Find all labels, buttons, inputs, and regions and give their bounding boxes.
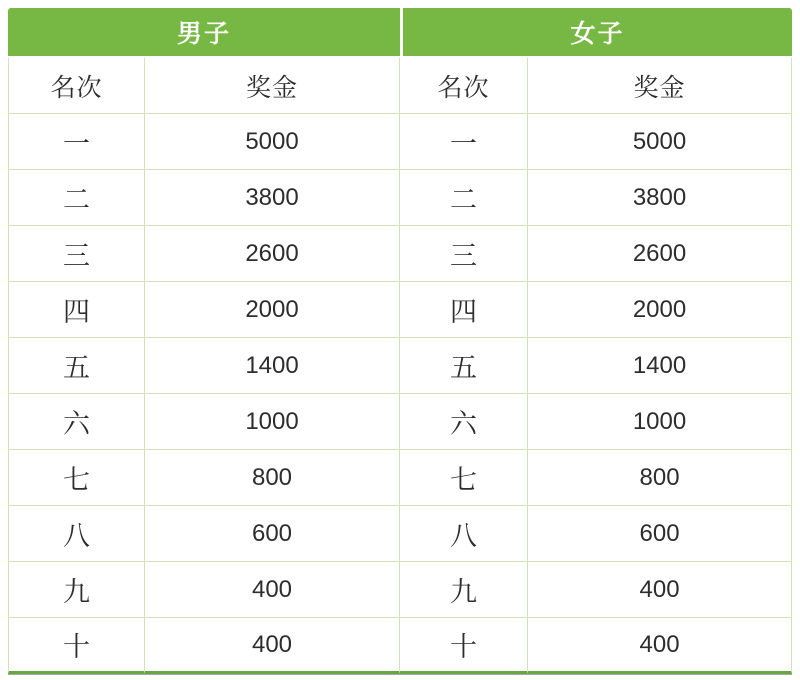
prize-cell-men: 800 [145, 450, 400, 506]
rank-cell-men: 四 [8, 282, 145, 338]
rank-cell-women: 五 [400, 338, 528, 394]
prize-cell-men: 2600 [145, 226, 400, 282]
prize-cell-women: 400 [528, 562, 792, 618]
rank-cell-men: 三 [8, 226, 145, 282]
rank-cell-men: 七 [8, 450, 145, 506]
prize-cell-men: 2000 [145, 282, 400, 338]
table-row [8, 618, 792, 674]
rank-cell-men: 二 [8, 170, 145, 226]
rank-cell-women: 八 [400, 506, 528, 562]
rank-cell-women: 一 [400, 114, 528, 170]
prize-cell-men: 600 [145, 506, 400, 562]
prize-cell-men: 5000 [145, 114, 400, 170]
table-row [8, 506, 792, 562]
table-row [8, 226, 792, 282]
column-header-prize-women: 奖金 [528, 58, 792, 114]
rank-cell-women: 二 [400, 170, 528, 226]
rank-cell-women: 九 [400, 562, 528, 618]
rank-cell-men: 十 [8, 618, 145, 674]
rank-cell-men: 一 [8, 114, 145, 170]
rank-cell-men: 六 [8, 394, 145, 450]
column-header-rank-men: 名次 [8, 58, 145, 114]
table-row [8, 282, 792, 338]
prize-cell-women: 400 [528, 618, 792, 674]
table-row [8, 338, 792, 394]
rank-cell-women: 十 [400, 618, 528, 674]
rank-cell-men: 九 [8, 562, 145, 618]
rank-cell-women: 四 [400, 282, 528, 338]
prize-cell-women: 5000 [528, 114, 792, 170]
column-header-rank-women: 名次 [400, 58, 528, 114]
prize-cell-women: 3800 [528, 170, 792, 226]
rank-cell-women: 七 [400, 450, 528, 506]
column-header-prize-men: 奖金 [145, 58, 400, 114]
prize-cell-men: 1000 [145, 394, 400, 450]
prize-cell-women: 2600 [528, 226, 792, 282]
group-header-men: 男子 [8, 8, 400, 58]
prize-cell-women: 2000 [528, 282, 792, 338]
prize-cell-women: 1400 [528, 338, 792, 394]
column-header-row [8, 58, 792, 114]
rank-cell-men: 八 [8, 506, 145, 562]
prize-cell-men: 400 [145, 562, 400, 618]
prize-cell-men: 3800 [145, 170, 400, 226]
rank-cell-women: 三 [400, 226, 528, 282]
group-header-women: 女子 [400, 8, 792, 58]
prize-cell-women: 600 [528, 506, 792, 562]
table-row [8, 450, 792, 506]
prize-table-container [8, 8, 792, 675]
rank-cell-women: 六 [400, 394, 528, 450]
group-header-row [8, 8, 792, 58]
table-row [8, 562, 792, 618]
table-row [8, 394, 792, 450]
prize-cell-men: 1400 [145, 338, 400, 394]
prize-table [8, 8, 792, 674]
prize-cell-men: 400 [145, 618, 400, 674]
table-body [8, 114, 792, 674]
prize-cell-women: 800 [528, 450, 792, 506]
table-row [8, 114, 792, 170]
prize-cell-women: 1000 [528, 394, 792, 450]
rank-cell-men: 五 [8, 338, 145, 394]
table-row [8, 170, 792, 226]
